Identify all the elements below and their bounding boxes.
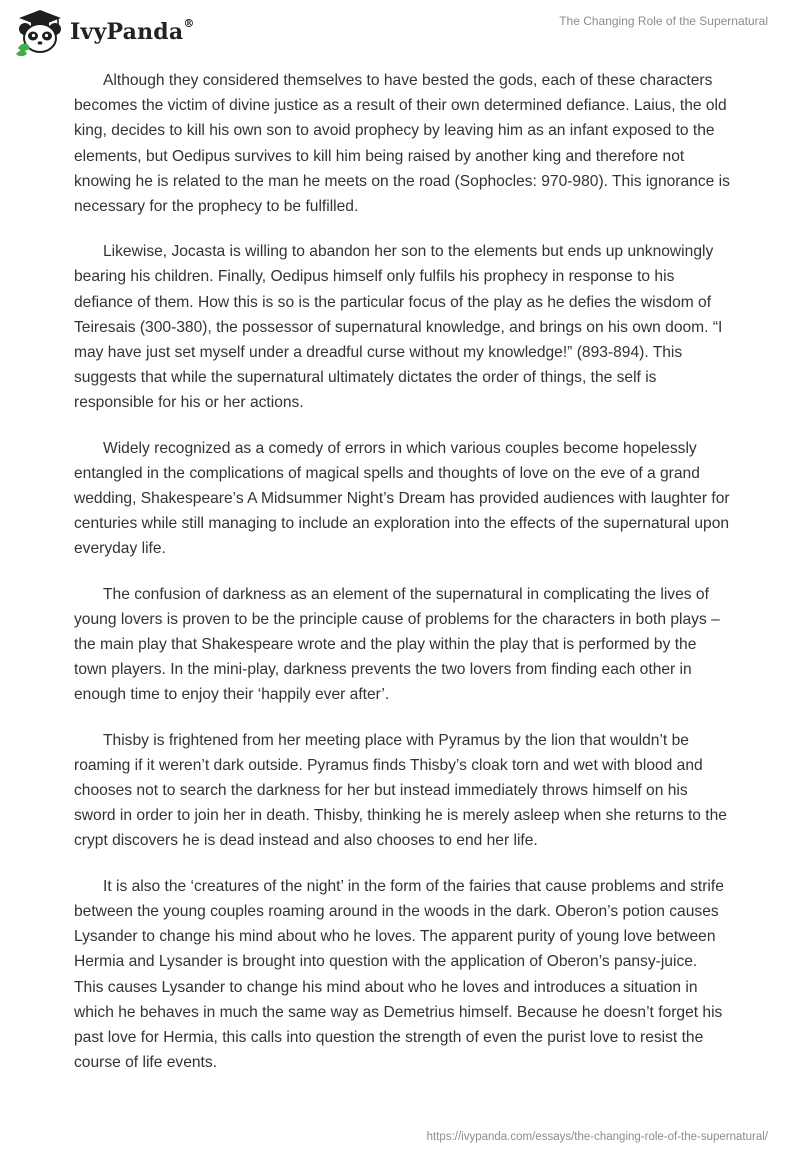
paragraph: Widely recognized as a comedy of errors in which various couples become hopelessly entangled in the complications of magical spells and thoughts of love on the eve of a grand wedding, Shakespeare’s A Midsummer Night’s Dream has provided audiences with laughter for centuries while still managing to include an exploration into the effects of the supernatural upon everyday life.: [74, 439, 730, 558]
source-url[interactable]: https://ivypanda.com/essays/the-changing-role-of-the-supernatural/: [426, 1131, 768, 1143]
paragraph: Likewise, Jocasta is willing to abandon her son to the elements but ends up unknowingly bearing his children. Finally, Oedipus himself only fulfils his prophecy in response to his defiance of them. How this is so is the particular focus of the play as he defies the wisdom of Teiresais (300-380), the possessor of supernatural knowledge, and brings on his own doom. “I may have just set myself under a dreadful curse without my knowledge!” (893-894). This suggests that while the supernatural ultimately dictates the order of things, the self is responsible for his or her actions.: [74, 243, 723, 412]
paragraph: It is also the ‘creatures of the night’ in the form of the fairies that cause problems and strife between the young couples roaming around in the woods in the dark. Oberon’s potion causes Lysander to change his mind about who he loves. The apparent purity of young love between Hermia and Lysander is brought into question with the application of Oberon’s pansy-juice. This causes Lysander to change his mind about who he loves and introduces a situation in which he behaves in much the same way as Demetrius himself. Because he doesn’t forget his past love for Hermia, this calls into question the strength of even the purist love to resist the course of life events.: [74, 877, 724, 1072]
paragraph: Thisby is frightened from her meeting place with Pyramus by the lion that wouldn’t be roaming if it weren’t dark outside. Pyramus finds Thisby’s cloak torn and wet with blood and chooses not to search the darkness for her but instead immediately throws himself on his sword in order to join her in death. Thisby, thinking he is merely asleep when she returns to the crypt discovers he is dead instead and also chooses to end her life.: [74, 731, 727, 850]
registered-mark: ®: [183, 17, 195, 30]
brand-name: [70, 17, 195, 45]
paragraph: The confusion of darkness as an element of the supernatural in complicating the lives of young lovers is proven to be the principle cause of problems for the characters in both plays – the main play that Shakespeare wrote and the play within the play that is performed by the town players. In the mini-play, darkness prevents the two lovers from finding each other in enough time to enjoy their ‘happily ever after’.: [74, 585, 720, 704]
document-title: The Changing Role of the Supernatural: [559, 14, 768, 28]
panda-graduation-cap-icon: [14, 8, 66, 56]
brand-name-text: IvyPanda: [70, 19, 184, 45]
page-header: [0, 0, 800, 70]
ivypanda-logo[interactable]: [14, 8, 195, 56]
essay-body: [74, 68, 730, 1095]
paragraph: Although they considered themselves to have bested the gods, each of these characters becomes the victim of divine justice as a result of their own determined defiance. Laius, the old king, decides to kill his own son to avoid prophecy by leaving him as an infant exposed to the elements, but Oedipus survives to kill him being raised by another king and therefore not knowing he is related to the man he meets on the road (Sophocles: 970-980). This ignorance is necessary for the prophecy to be fulfilled.: [74, 72, 730, 216]
